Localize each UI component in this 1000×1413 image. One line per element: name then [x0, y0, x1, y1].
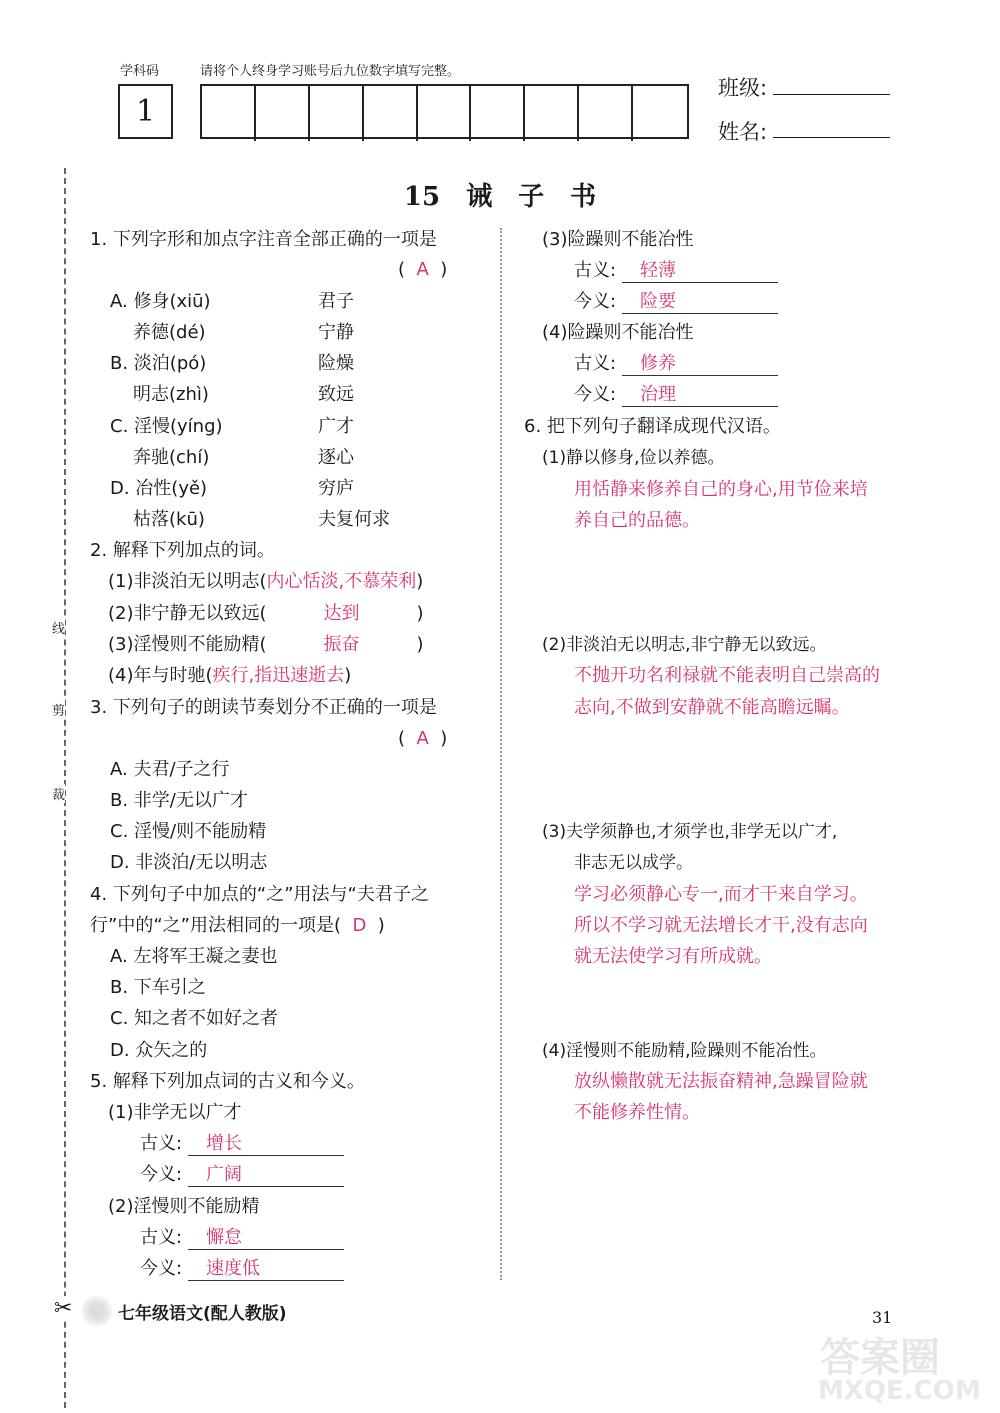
digit-cell[interactable]: [579, 86, 633, 141]
q5-jin-answer-line: 广阔: [188, 1164, 344, 1187]
digit-cell[interactable]: [418, 86, 472, 141]
sun-decoration-icon: [82, 1296, 112, 1326]
lesson-title: 15 诫 子 书: [403, 182, 597, 212]
book-title: 七年级语文(配人教版): [118, 1304, 287, 1324]
q1-option: 穷庐: [318, 478, 354, 499]
q5-jin-answer-line: 速度低: [188, 1258, 344, 1281]
q4-option: B. 下车引之: [110, 977, 206, 998]
q5-item: (3)险躁则不能冶性: [542, 229, 694, 250]
q6-translation: 放纵懒散就无法振奋精神,急躁冒险就: [574, 1071, 868, 1092]
q5-gu-answer-line: 懈怠: [188, 1227, 344, 1250]
q3-option: A. 夫君/子之行: [110, 759, 230, 780]
q5-jin-label: 今义:: [574, 384, 617, 405]
subject-code-label: 学科码: [120, 64, 160, 79]
q4-stem: 4. 下列句子中加点的“之”用法与“夫君子之: [90, 884, 429, 905]
digit-cell[interactable]: [471, 86, 525, 141]
q1-option: 养德(dé): [133, 322, 206, 343]
q3-stem: 3. 下列句子的朗读节奏划分不正确的一项是: [90, 697, 437, 718]
q1-option: 宁静: [318, 322, 354, 343]
q2-stem: 2. 解释下列加点的词。: [90, 540, 275, 561]
q1-option: 广才: [318, 416, 354, 437]
q6-translation: 志向,不做到安静就不能高瞻远瞩。: [574, 697, 850, 718]
q1-option: B. 淡泊(pó): [110, 353, 207, 374]
column-divider: [500, 228, 502, 1280]
q5-gu-label: 古义:: [574, 353, 617, 374]
account-number-boxes[interactable]: [200, 84, 689, 139]
q1-option: C. 淫慢(yíng): [110, 416, 223, 437]
watermark-logo: 答案圈: [820, 1335, 940, 1381]
q1-option: 君子: [318, 291, 354, 312]
q2-item: (3)淫慢则不能励精( 振奋 ): [108, 634, 424, 655]
q1-option: 逐心: [318, 447, 354, 468]
cut-line-char: 剪: [52, 700, 65, 719]
q5-item: (2)淫慢则不能励精: [108, 1196, 260, 1217]
q5-jin-label: 今义:: [140, 1258, 183, 1279]
q1-answer-value: A: [416, 259, 429, 280]
q6-sentence: 非志无以成学。: [574, 853, 693, 873]
q6-translation: 不抛开功名利禄就不能表明自己崇高的: [574, 665, 880, 686]
q6-sentence: (2)非淡泊无以明志,非宁静无以致远。: [542, 635, 827, 655]
watermark-url: MXQE.COM: [818, 1376, 981, 1406]
digit-cell[interactable]: [364, 86, 418, 141]
q5-gu-answer-line: 增长: [188, 1133, 344, 1156]
digit-cell[interactable]: [256, 86, 310, 141]
q5-item: (4)险躁则不能冶性: [542, 322, 694, 343]
q6-translation: 用恬静来修养自己的身心,用节俭来培: [574, 479, 868, 500]
q5-jin-answer-line: 险要: [622, 291, 778, 314]
q4-stem-2: 行”中的“之”用法相同的一项是( D ): [90, 915, 385, 936]
name-blank[interactable]: [773, 137, 890, 138]
q5-gu-label: 古义:: [140, 1227, 183, 1248]
q5-item: (1)非学无以广才: [108, 1102, 242, 1123]
q3-option: C. 淫慢/则不能励精: [110, 821, 267, 842]
q1-option: 夫复何求: [318, 509, 390, 530]
q6-sentence: (1)静以修身,俭以养德。: [542, 448, 725, 468]
digit-cell[interactable]: [310, 86, 364, 141]
q3-answer-value: A: [416, 728, 429, 749]
q6-stem: 6. 把下列句子翻译成现代汉语。: [524, 416, 781, 437]
q6-translation: 不能修养性情。: [574, 1102, 700, 1123]
q1-option: 致远: [318, 384, 354, 405]
q5-gu-answer-line: 修养: [622, 353, 778, 376]
scissors-icon: ✂: [54, 1296, 73, 1321]
q6-translation: 所以不学习就无法增长才干,没有志向: [574, 915, 868, 936]
class-blank[interactable]: [773, 94, 890, 95]
page-number: 31: [872, 1308, 893, 1327]
q5-gu-label: 古义:: [574, 260, 617, 281]
q3-option: B. 非学/无以广才: [110, 790, 248, 811]
q5-stem: 5. 解释下列加点词的古义和今义。: [90, 1071, 365, 1092]
q1-option: 明志(zhì): [133, 384, 209, 405]
q2-item: (4)年与时驰(疾行,指迅速逝去): [108, 665, 352, 686]
q4-option: C. 知之者不如好之者: [110, 1008, 279, 1029]
digit-cell[interactable]: [202, 86, 256, 141]
cut-line-char: 线: [52, 618, 65, 637]
q1-option: D. 冶性(yě): [110, 478, 208, 499]
subject-code-box: 1: [118, 84, 173, 139]
q5-jin-answer-line: 治理: [622, 384, 778, 407]
q6-translation: 就无法使学习有所成就。: [574, 946, 772, 967]
q2-item: (1)非淡泊无以明志(内心恬淡,不慕荣利): [108, 571, 424, 592]
q1-option: 奔驰(chí): [133, 447, 210, 468]
q3-option: D. 非淡泊/无以明志: [110, 852, 268, 873]
name-label: 姓名:: [718, 120, 768, 144]
account-hint: 请将个人终身学习账号后九位数字填写完整。: [200, 64, 461, 79]
q3-answer: ( A ): [398, 728, 448, 749]
q5-jin-label: 今义:: [140, 1164, 183, 1185]
q5-gu-answer-line: 轻薄: [622, 260, 778, 283]
cut-line-char: 裁: [52, 784, 65, 803]
q1-option: 险燥: [318, 353, 354, 374]
digit-cell[interactable]: [633, 86, 687, 141]
q1-stem: 1. 下列字形和加点字注音全部正确的一项是: [90, 229, 437, 250]
q6-translation: 学习必须静心专一,而才干来自学习。: [574, 884, 868, 905]
q4-option: D. 众矢之的: [110, 1040, 208, 1061]
digit-cell[interactable]: [525, 86, 579, 141]
q1-option: A. 修身(xiū): [110, 291, 211, 312]
q2-item: (2)非宁静无以致远( 达到 ): [108, 603, 424, 624]
q5-gu-label: 古义:: [140, 1133, 183, 1154]
q1-answer: ( A ): [398, 259, 448, 280]
q6-translation: 养自己的品德。: [574, 510, 700, 531]
q4-option: A. 左将军王凝之妻也: [110, 946, 278, 967]
q1-option: 枯落(kū): [133, 509, 205, 530]
q5-jin-label: 今义:: [574, 291, 617, 312]
q6-sentence: (4)淫慢则不能励精,险躁则不能冶性。: [542, 1041, 827, 1061]
class-label: 班级:: [718, 76, 768, 100]
q6-sentence: (3)夫学须静也,才须学也,非学无以广才,: [542, 822, 838, 842]
